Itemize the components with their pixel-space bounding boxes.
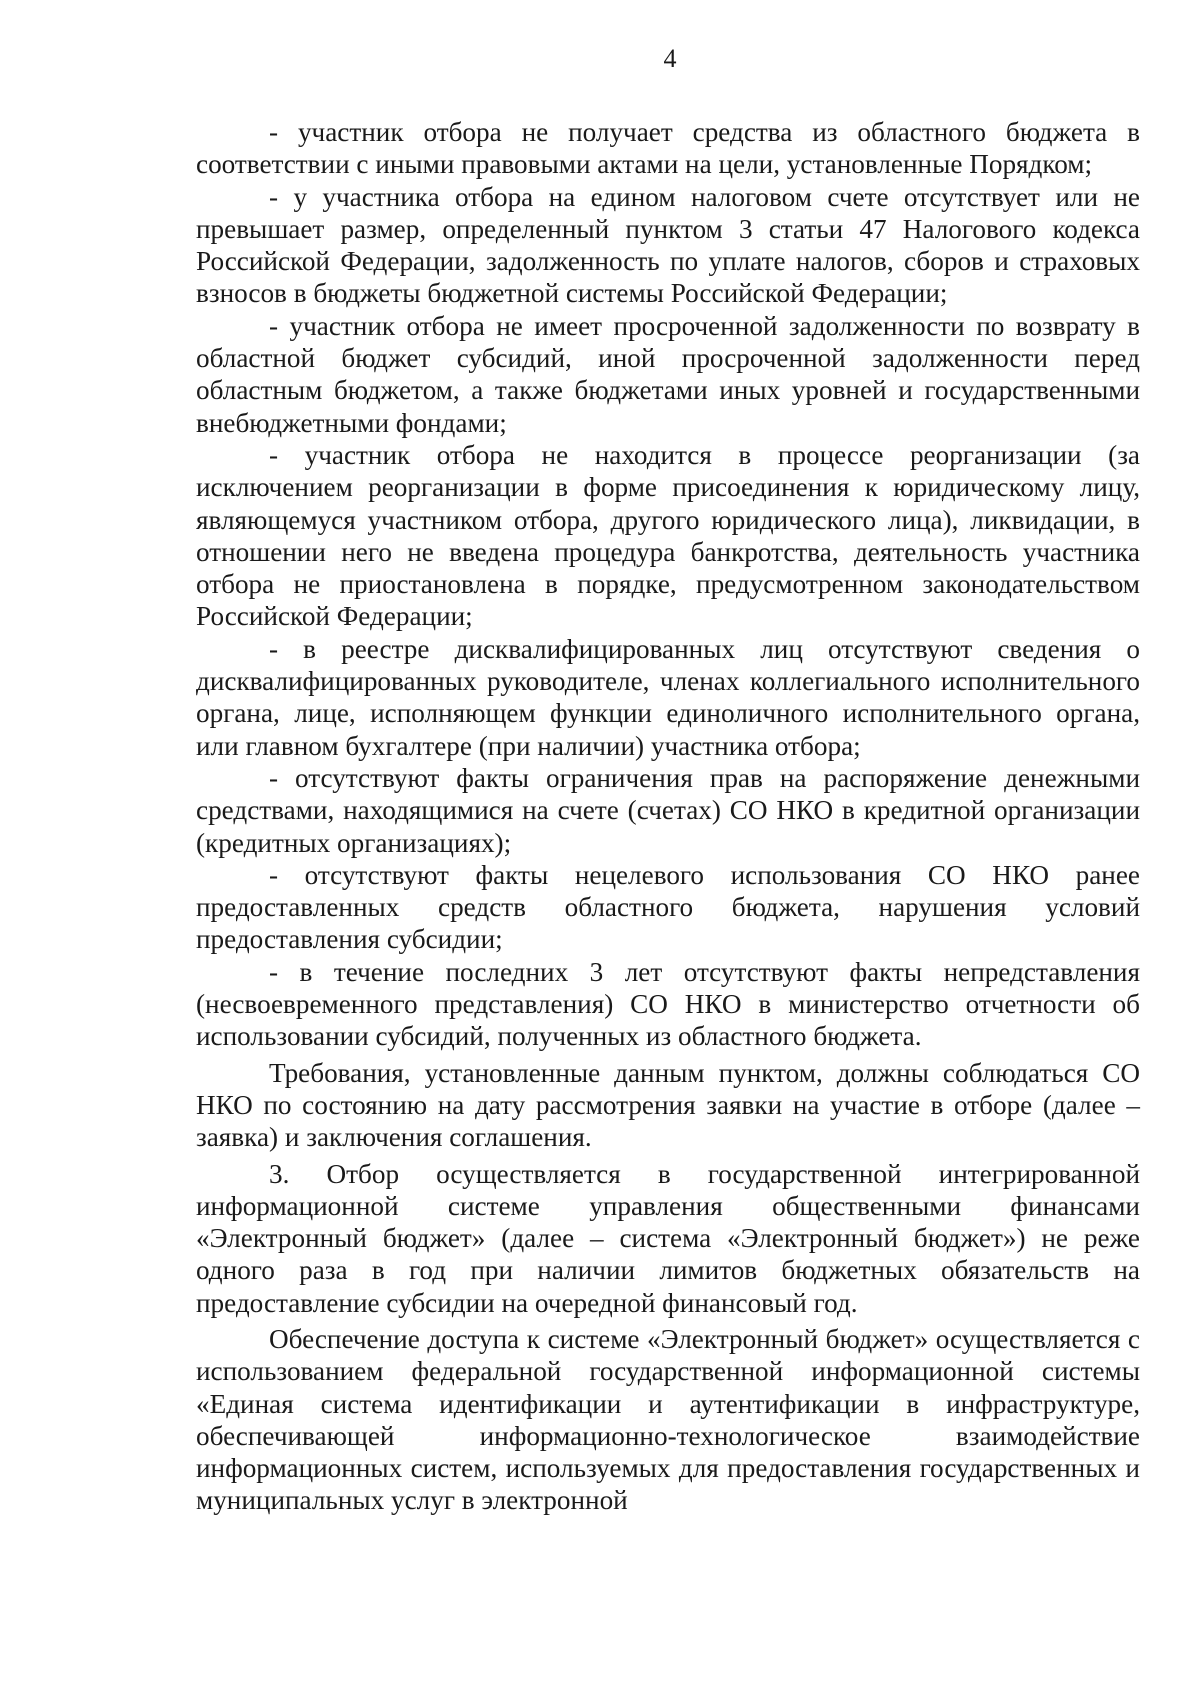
page-number: 4 [663, 44, 677, 73]
paragraph-disqualified-persons: - в реестре дисквалифицированных лиц отсутствуют сведения о дисквалифицированных руководителе, членах коллегиального исполнительного органа, лице, исполняющем функции единоличного исполнительного органа, или главном бухгалтере (при наличии) участника отбора; [196, 633, 1140, 761]
paragraph-budget-funds: - участник отбора не получает средства из областного бюджета в соответствии с иными правовыми актами на цели, установленные Порядком; [196, 117, 1140, 180]
paragraph-selection-system: 3. Отбор осуществляется в государственной интегрированной информационной системе управления общественными финансами «Электронный бюджет» (далее – система «Электронный бюджет») не реже одного раза в год при наличии лимитов бюджетных обязательств на предоставление субсидии на очередной финансовый год. [196, 1158, 1140, 1318]
paragraph-requirements: Требования, установленные данным пунктом, должны соблюдаться СО НКО по состоянию на дату рассмотрения заявки на участие в отборе (далее – заявка) и заключения соглашения. [196, 1057, 1140, 1153]
paragraph-reporting: - в течение последних 3 лет отсутствуют факты непредставления (несвоевременного представления) СО НКО в министерство отчетности об использовании субсидий, полученных из областного бюджета. [196, 956, 1140, 1052]
document-body [196, 116, 1140, 1517]
paragraph-overdue-debt: - участник отбора не имеет просроченной задолженности по возврату в областной бюджет субсидий, иной просроченной задолженности перед областным бюджетом, а также бюджетами иных уровней и государственными внебюджетными фондами; [196, 310, 1140, 438]
paragraph-system-access: Обеспечение доступа к системе «Электронный бюджет» осуществляется с использованием федеральной государственной информационной системы «Единая система идентификации и аутентификации в инфраструктуре, обеспечивающей информационно-технологическое взаимодействие информационных систем, используемых для предоставления государственных и муниципальных услуг в электронной [196, 1323, 1140, 1516]
paragraph-tax-debt: - у участника отбора на едином налоговом счете отсутствует или не превышает размер, определенный пунктом 3 статьи 47 Налогового кодекса Российской Федерации, задолженность по уплате налогов, сборов и страховых взносов в бюджеты бюджетной системы Российской Федерации; [196, 181, 1140, 309]
paragraph-reorganization: - участник отбора не находится в процессе реорганизации (за исключением реорганизации в форме присоединения к юридическому лицу, являющемуся участником отбора, другого юридического лица), ликвидации, в отношении него не введена процедура банкротства, деятельность участника отбора не приостановлена в порядке, предусмотренном законодательством Российской Федерации; [196, 439, 1140, 632]
paragraph-misuse: - отсутствуют факты нецелевого использования СО НКО ранее предоставленных средств областного бюджета, нарушения условий предоставления субсидии; [196, 859, 1140, 955]
paragraph-account-restrictions: - отсутствуют факты ограничения прав на распоряжение денежными средствами, находящимися на счете (счетах) СО НКО в кредитной организации (кредитных организациях); [196, 762, 1140, 858]
